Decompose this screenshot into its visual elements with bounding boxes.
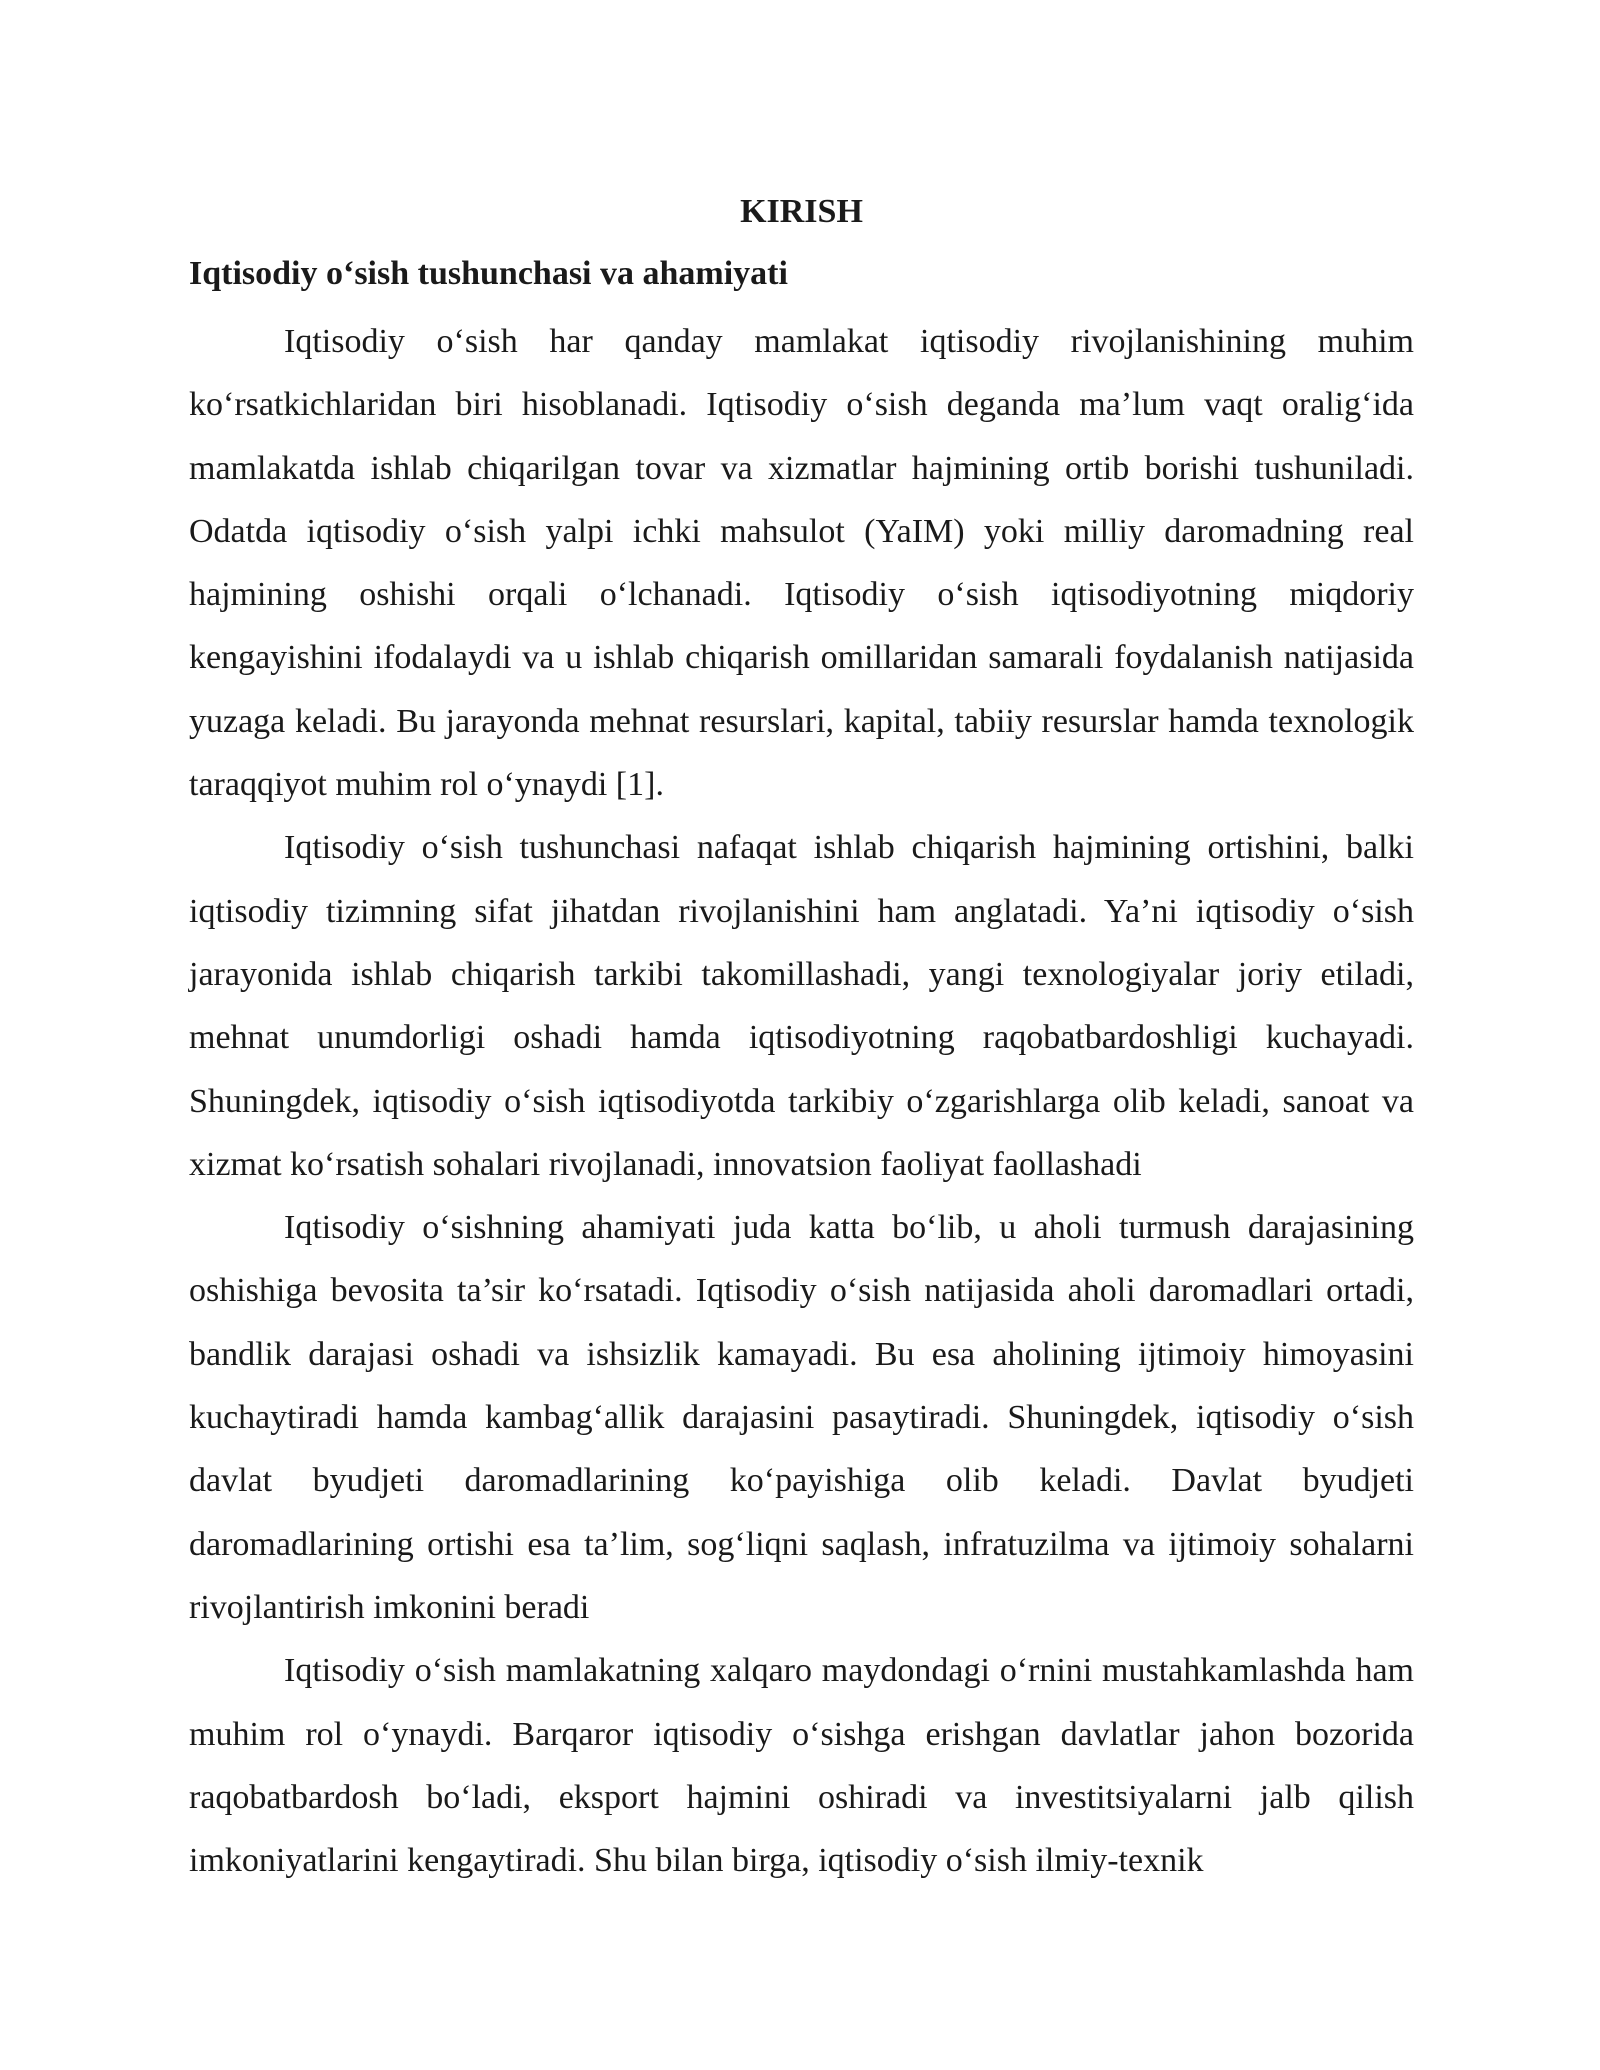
paragraph-1: Iqtisodiy o‘sish har qanday mamlakat iqtisodiy rivojlanishining muhim ko‘rsatkichlaridan biri hisoblanadi. Iqtisodiy o‘sish deganda ma’lum vaqt oralig‘ida mamlakatda ishlab chiqarilgan tovar va xizmatlar hajmining ortib borishi tushuniladi. Odatda iqtisodiy o‘sish yalpi ichki mahsulot (YaIM) yoki milliy daromadning real hajmining oshishi orqali o‘lchanadi. Iqtisodiy o‘sish iqtisodiyotning miqdoriy kengayishini ifodalaydi va u ishlab chiqarish omillaridan samarali foydalanish natijasida yuzaga keladi. Bu jarayonda mehnat resurslari, kapital, tabiiy resurslar hamda texnologik taraqqiyot muhim rol o‘ynaydi [1]. <box>189 323 1414 804</box>
paragraph-2: Iqtisodiy o‘sish tushunchasi nafaqat ishlab chiqarish hajmining ortishini, balki iqtisodiy tizimning sifat jihatdan rivojlanishini ham anglatadi. Ya’ni iqtisodiy o‘sish jarayonida ishlab chiqarish tarkibi takomillashadi, yangi texnologiyalar joriy etiladi, mehnat unumdorligi oshadi hamda iqtisodiyotning raqobatbardoshligi kuchayadi. Shuningdek, iqtisodiy o‘sish iqtisodiyotda tarkibiy o‘zgarishlarga olib keladi, sanoat va xizmat ko‘rsatish sohalari rivojlanadi, innovatsion faoliyat faollashadi <box>189 829 1414 1183</box>
section-title: Iqtisodiy o‘sish tushunchasi va ahamiyati <box>189 255 788 292</box>
paragraph-3: Iqtisodiy o‘sishning ahamiyati juda katta bo‘lib, u aholi turmush darajasining oshishiga bevosita ta’sir ko‘rsatadi. Iqtisodiy o‘sish natijasida aholi daromadlari ortadi, bandlik darajasi oshadi va ishsizlik kamayadi. Bu esa aholining ijtimoiy himoyasini kuchaytiradi hamda kambag‘allik darajasini pasaytiradi. Shuningdek, iqtisodiy o‘sish davlat byudjeti daromadlarining ko‘payishiga olib keladi. Davlat byudjeti daromadlarining ortishi esa ta’lim, sog‘liqni saqlash, infratuzilma va ijtimoiy sohalarni rivojlantirish imkonini beradi <box>189 1209 1414 1626</box>
page-title: KIRISH <box>740 193 863 230</box>
document-body <box>189 186 1414 1892</box>
paragraph-4: Iqtisodiy o‘sish mamlakatning xalqaro maydondagi o‘rnini mustahkamlashda ham muhim rol o‘ynaydi. Barqaror iqtisodiy o‘sishga erishgan davlatlar jahon bozorida raqobatbardosh bo‘ladi, eksport hajmini oshiradi va investitsiyalarni jalb qilish imkoniyatlarini kengaytiradi. Shu bilan birga, iqtisodiy o‘sish ilmiy-texnik <box>189 1652 1414 1880</box>
